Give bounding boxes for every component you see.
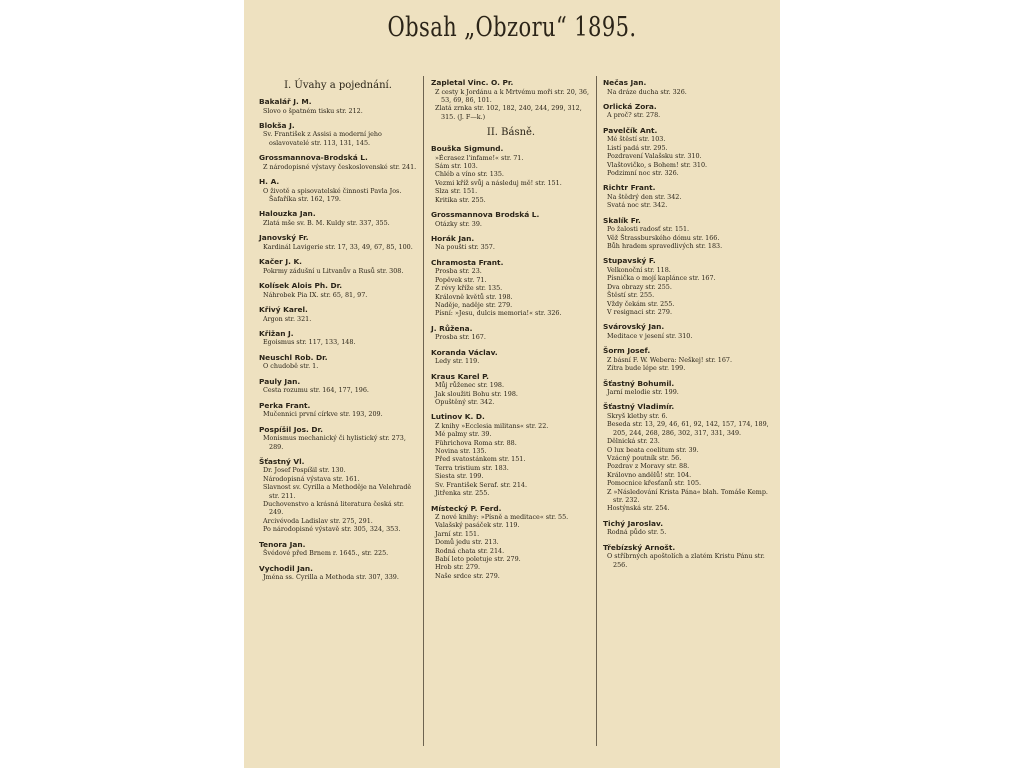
- entry-title: Z básní F. W. Webera: Neškej! str. 167.: [607, 355, 732, 364]
- entry-title: Dva obrazy str. 255.: [607, 282, 672, 291]
- entry-title: Jak sloužiti Bohu str. 198.: [435, 389, 518, 398]
- entry-author: Místecký P. Ferd.: [431, 503, 502, 513]
- entry-title: O lux beata coelitum str. 39.: [607, 445, 699, 454]
- entry-title: Führichova Roma str. 88.: [435, 438, 517, 447]
- entry-author: Orlická Zora.: [603, 101, 657, 111]
- entry-author: Perka Frant.: [259, 400, 311, 410]
- index-entry: [428, 258, 594, 318]
- entry-author: Bouška Sigmund.: [431, 144, 504, 154]
- entry-title: Královně květů str. 198.: [435, 292, 513, 301]
- entry-title: Věž Štrassburského dómu str. 166.: [607, 233, 720, 242]
- index-entry: [600, 402, 772, 512]
- entry-title: Z knihy »Ecclesia militans« str. 22.: [435, 421, 549, 430]
- entry-title: Popěvek str. 71.: [435, 275, 487, 284]
- index-entry: [256, 97, 420, 115]
- entry-title: Argon str. 321.: [263, 314, 312, 323]
- entry-author: Grossmannova Brodská L.: [431, 210, 540, 220]
- entry-title: Naděje, naděje str. 279.: [435, 301, 513, 309]
- index-entry: [600, 322, 772, 340]
- entry-title: Rodná půdo str. 5.: [607, 528, 667, 537]
- entry-author: Kolísek Alois Ph. Dr.: [259, 281, 343, 291]
- entry-title: Slovo o špatném tisku str. 212.: [263, 106, 363, 115]
- entry-author: Křivý Karel.: [259, 305, 308, 315]
- entry-title: Jarní melodie str. 199.: [607, 388, 679, 397]
- index-entry: [256, 153, 420, 171]
- index-column-3: [600, 78, 772, 575]
- index-entry: [600, 183, 772, 209]
- entry-title: Mé štěstí str. 103.: [607, 135, 666, 144]
- index-entry: [256, 457, 420, 534]
- entry-author: Zapletal Vinc. O. Pr.: [431, 78, 514, 87]
- entry-title: Z révy kříže str. 135.: [435, 284, 503, 293]
- entry-title: Prosba str. 23.: [435, 267, 482, 276]
- entry-title: Pokrmy zádušní u Litvanův a Rusů str. 308.: [263, 266, 404, 275]
- entry-title: Kritika str. 255.: [435, 195, 486, 204]
- entry-author: H. A.: [259, 177, 280, 187]
- entry-author: Blokša J.: [259, 120, 295, 130]
- entry-author: Šťastný Vladimír.: [603, 402, 675, 412]
- index-entry: [256, 425, 420, 451]
- entry-title: Monismus mechanický či hylistický str. 273, 289.: [263, 434, 406, 451]
- index-entry: [256, 233, 420, 251]
- index-entry: [600, 216, 772, 251]
- entry-author: Nečas Jan.: [603, 78, 647, 87]
- index-entry: [428, 234, 594, 252]
- entry-title: Jitřenka str. 255.: [435, 489, 490, 498]
- entry-title: Pomocnice křesťanů str. 105.: [607, 479, 702, 488]
- index-entry: [428, 144, 594, 204]
- entry-title: Švédové před Brnem r. 1645., str. 225.: [263, 549, 389, 558]
- entry-title: Babí leto poletuje str. 279.: [435, 555, 521, 564]
- entry-title: Národopisná výstava str. 161.: [263, 474, 360, 483]
- index-entry: [256, 121, 420, 147]
- entry-title: Valašský pasáček str. 119.: [435, 521, 520, 530]
- index-entry: [428, 324, 594, 342]
- entry-author: Richtr Frant.: [603, 183, 656, 193]
- index-entry: [256, 564, 420, 582]
- entry-author: Vychodil Jan.: [259, 563, 313, 573]
- entry-author: Halouzka Jan.: [259, 209, 316, 219]
- entry-title: Prosba str. 167.: [435, 333, 486, 342]
- entry-author: Pospíšil Jos. Dr.: [259, 424, 323, 434]
- entry-title: Meditace v jesení str. 310.: [607, 331, 693, 340]
- index-entry: [600, 102, 772, 120]
- index-entry: [428, 78, 594, 121]
- entry-author: Stupavský F.: [603, 256, 656, 266]
- entry-title: Zlatá zrnka str. 102, 182, 240, 244, 299, 312, 315. (J. F—k.): [435, 104, 582, 121]
- index-entry: [256, 305, 420, 323]
- entry-title: Svatá noc str. 342.: [607, 201, 668, 210]
- entry-title: Beseda str. 13, 29, 46, 61, 92, 142, 157, 174, 189, 205, 244, 268, 286, 302, 317, 331, 349.: [607, 420, 769, 437]
- entry-title: Velkonoční str. 118.: [607, 265, 671, 274]
- index-entry: [256, 177, 420, 203]
- entry-title: Na štědrý den str. 342.: [607, 192, 682, 201]
- index-entry: [256, 281, 420, 299]
- entry-author: Pauly Jan.: [259, 376, 301, 386]
- index-entry: [600, 346, 772, 372]
- entry-title: Sv. František Seraf. str. 214.: [435, 480, 528, 489]
- index-entry: [428, 348, 594, 366]
- index-entry: [256, 377, 420, 395]
- index-column-1: [256, 78, 420, 587]
- index-entry: [600, 126, 772, 178]
- entry-title: Mučennici první církve str. 193, 209.: [263, 410, 383, 419]
- entry-author: Svárovský Jan.: [603, 322, 665, 332]
- entry-title: Po národopisné výstavě str. 305, 324, 353.: [263, 525, 401, 534]
- entry-title: V resignaci str. 279.: [607, 307, 672, 316]
- entry-author: Neuschl Rob. Dr.: [259, 352, 328, 362]
- entry-title: Sv. František z Assisi a moderní jeho oslavovatelé str. 113, 131, 145.: [263, 130, 382, 147]
- entry-title: Na poušti str. 357.: [435, 243, 495, 252]
- entry-author: Grossmannova-Brodská L.: [259, 153, 368, 163]
- entry-title: Zítra bude lépe str. 199.: [607, 364, 686, 373]
- entry-title: Podzimní noc str. 326.: [607, 168, 679, 177]
- entry-author: Horák Jan.: [431, 233, 475, 243]
- index-entry: [256, 540, 420, 558]
- entry-author: Tenora Jan.: [259, 539, 306, 549]
- entry-title: »Écrasez l'infame!« str. 71.: [435, 153, 524, 162]
- index-entry: [428, 504, 594, 581]
- entry-title: Chléb a víno str. 135.: [435, 170, 504, 179]
- index-entry: [256, 209, 420, 227]
- index-entry: [256, 329, 420, 347]
- entry-author: Skalík Fr.: [603, 215, 641, 225]
- index-entry: [428, 412, 594, 497]
- entry-title: Královno andělů! str. 104.: [607, 470, 692, 479]
- entry-title: Kardinál Lavigerie str. 17, 33, 49, 67, 85, 100.: [263, 242, 413, 251]
- index-entry: [600, 78, 772, 96]
- entry-title: Náhrobek Pia IX. str. 65, 81, 97.: [263, 290, 368, 299]
- entry-title: Po žalosti radosť str. 151.: [607, 225, 690, 234]
- entry-title: Naše srdce str. 279.: [435, 571, 500, 580]
- index-entry: [256, 353, 420, 371]
- entry-title: Vezmi kříž svůj a následuj mě! str. 151.: [435, 178, 562, 187]
- entry-title: Jména ss. Cyrilla a Methoda str. 307, 339.: [263, 573, 399, 582]
- entry-title: Duchovenstvo a krásná literatura česká str. 249.: [263, 500, 404, 517]
- entry-title: Mé palmy str. 39.: [435, 430, 492, 439]
- entry-title: Na dráze ducha str. 326.: [607, 87, 687, 96]
- entry-title: Bůh hradem spravedlivých str. 183.: [607, 241, 723, 250]
- entry-author: Janovský Fr.: [259, 233, 309, 243]
- entry-title: Opuštěný str. 342.: [435, 397, 495, 406]
- index-entry: [600, 256, 772, 316]
- entry-title: Jarní str. 151.: [435, 529, 480, 538]
- entry-title: Cesta rozumu str. 164, 177, 196.: [263, 386, 369, 395]
- entry-author: Šorm Josef.: [603, 346, 651, 356]
- entry-title: O chudobě str. 1.: [263, 362, 319, 371]
- entry-title: Novina str. 135.: [435, 447, 487, 456]
- entry-title: Vždy čekám str. 255.: [607, 299, 675, 308]
- entry-title: Sám str. 103.: [435, 162, 478, 171]
- index-entry: [428, 372, 594, 407]
- section-heading: I. Úvahy a pojednání.: [284, 80, 392, 91]
- entry-title: Dělnická str. 23.: [607, 437, 660, 446]
- entry-title: Pozdravení Valašsku str. 310.: [607, 152, 702, 161]
- entry-author: Šťastný Bohumil.: [603, 378, 675, 388]
- entry-title: Pozdrav z Moravy str. 88.: [607, 462, 690, 471]
- index-entry: [600, 543, 772, 569]
- section-heading: II. Básně.: [486, 127, 536, 139]
- entry-title: Z »Následování Krista Pána« blah. Tomáše Kemp. str. 232.: [607, 487, 768, 504]
- entry-title: Můj růženec str. 198.: [435, 381, 504, 390]
- entry-title: O stříbrných apoštolích a zlatém Kristu Pánu str. 256.: [607, 552, 765, 569]
- entry-title: Domů jedu str. 213.: [435, 538, 499, 547]
- page-title: Obsah „Obzoru“ 1895.: [387, 12, 637, 43]
- entry-title: Písnička o mojí kaplánce str. 167.: [607, 274, 716, 283]
- entry-title: Arcivévoda Ladislav str. 275, 291.: [263, 516, 373, 525]
- entry-title: Z cesty k Jordánu a k Mrtvému moři str. 20, 36, 53, 69, 86, 101.: [435, 87, 590, 104]
- entry-author: Bakalář J. M.: [259, 97, 312, 106]
- entry-title: Rodná chata str. 214.: [435, 546, 505, 555]
- entry-title: Hrob str. 279.: [435, 563, 481, 572]
- entry-title: Vlaštovičko, s Bohem! str. 310.: [607, 160, 708, 169]
- entry-title: Z národopisné výstavy československé str. 241.: [263, 162, 417, 171]
- column-divider: [596, 76, 597, 746]
- entry-title: Terra tristium str. 183.: [435, 463, 509, 472]
- entry-author: J. Růžena.: [431, 323, 473, 333]
- entry-author: Lutinov K. D.: [431, 412, 485, 422]
- index-entry: [256, 401, 420, 419]
- entry-title: Siesta str. 199.: [435, 472, 484, 481]
- entry-author: Křižan J.: [259, 328, 294, 338]
- entry-title: Dr. Josef Pospíšil str. 130.: [263, 466, 346, 475]
- entry-title: Hostýnská str. 254.: [607, 504, 670, 513]
- entry-title: A proč? str. 278.: [607, 111, 661, 120]
- entry-title: Z nové knihy: »Písně a meditace« str. 55.: [435, 513, 569, 521]
- entry-author: Chramosta Frant.: [431, 257, 504, 267]
- entry-title: Listí padá str. 295.: [607, 143, 668, 152]
- entry-title: Štěstí str. 255.: [607, 291, 655, 300]
- entry-title: Zlatá mše sv. B. M. Kuldy str. 337, 355.: [263, 218, 390, 227]
- entry-author: Koranda Václav.: [431, 347, 498, 357]
- column-divider: [423, 76, 424, 746]
- entry-title: Slza str. 151.: [435, 187, 478, 196]
- entry-author: Kačer J. K.: [259, 257, 302, 267]
- entry-author: Pavelčík Ant.: [603, 125, 658, 135]
- index-entry: [256, 257, 420, 275]
- index-column-2: [428, 78, 594, 586]
- index-entry: [600, 519, 772, 537]
- scanned-page: [244, 0, 780, 768]
- entry-title: Vzácný poutník str. 56.: [607, 453, 682, 462]
- entry-title: Otázky str. 39.: [435, 219, 482, 228]
- index-entry: [428, 210, 594, 228]
- entry-title: Slavnost sv. Cyrilla a Methoděje na Velehradě str. 211.: [263, 483, 412, 500]
- index-entry: [600, 379, 772, 397]
- entry-title: Ledy str. 119.: [435, 357, 480, 366]
- entry-title: Egoismus str. 117, 133, 148.: [263, 338, 356, 347]
- entry-author: Kraus Karel P.: [431, 371, 489, 381]
- entry-author: Třebízský Arnošt.: [603, 542, 676, 552]
- entry-title: Před svatostánkem str. 151.: [435, 455, 526, 464]
- entry-author: Šťastný Vl.: [259, 456, 305, 466]
- entry-author: Tichý Jaroslav.: [603, 518, 664, 528]
- entry-title: Písní: »Jesu, dulcis memoria!« str. 326.: [435, 309, 562, 318]
- entry-title: Skryš kletby str. 6.: [607, 411, 668, 420]
- entry-title: O životě a spisovatelské činnosti Pavla Jos. Šafaříka str. 162, 179.: [263, 186, 402, 204]
